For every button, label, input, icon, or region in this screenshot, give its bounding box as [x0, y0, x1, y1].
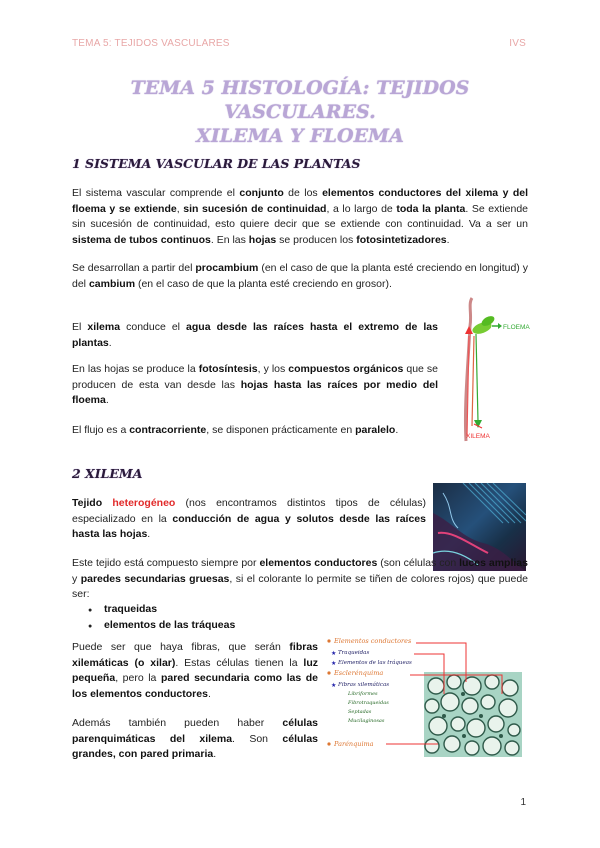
paragraph-7: Este tejido está compuesto siempre por elementos conductores (son células con luces amplias y paredes secundarias gruesas, si el colorante lo permite se tiñen de colores rojos) que puede ser: — [72, 557, 528, 600]
list-item: ● elementos de las tráqueas — [86, 618, 386, 634]
header-right: IVS — [509, 38, 526, 49]
paragraph-5: El flujo es a contracorriente, se disponen prácticamente en paralelo. — [72, 424, 399, 436]
svg-text:★: ★ — [331, 683, 337, 689]
diagram-label-septadas: Septadas — [348, 709, 372, 715]
floema-label: FLOEMA — [503, 324, 530, 331]
title-line-2: XILEMA Y FLOEMA — [196, 125, 404, 147]
diagram-label-traqueas: Elementos de las tráqueas — [338, 660, 412, 666]
vascular-flow-figure — [452, 296, 532, 446]
diagram-label-traqueidas: Traqueidas — [338, 650, 370, 656]
list-item: ● traqueidas — [86, 602, 386, 618]
diagram-label-parenquima: Parénquima — [334, 740, 374, 748]
diagram-label-mucilaginosas: Mucilaginosas — [348, 718, 385, 724]
diagram-label-libriformes: Libriformes — [348, 691, 378, 697]
page-title — [70, 76, 530, 148]
paragraph-1: El sistema vascular comprende el conjunto de los elementos conductores del xilema y del floema y se extiende, sin sucesión de continuidad, a lo largo de toda la planta. Se extiende sin sucesión de continuidad, esto quiere decir que se extiende con continuidad. Va a ser un sistema de tubos continuos. En las hojas se producen los fotosintetizadores. — [72, 187, 529, 246]
xilema-label: XILEMA — [466, 433, 490, 440]
svg-text:★: ★ — [331, 651, 337, 657]
diagram-label-fibras: Fibras xilemáticas — [338, 682, 390, 688]
svg-text:★: ★ — [331, 661, 337, 667]
section-heading-2: 2 XILEMA — [72, 466, 143, 481]
page-number: 1 — [520, 797, 526, 808]
paragraph-8: Puede ser que haya fibras, que serán fibras xilemáticas (o xilar). Estas células tienen la luz pequeña, pero la pared secundaria como las de los elementos conductores. — [72, 641, 319, 700]
title-line-1: TEMA 5 HISTOLOGÍA: TEJIDOS VASCULARES. — [130, 77, 470, 123]
conductor-list — [86, 602, 386, 633]
header-left: TEMA 5: TEJIDOS VASCULARES — [72, 38, 230, 49]
paragraph-3: El xilema conduce el agua desde las raíces hasta el extremo de las plantas. — [72, 321, 438, 349]
xylem-section-diagram — [326, 634, 526, 760]
paragraph-2: Se desarrollan a partir del procambium (en el caso de que la planta esté creciendo en longitud) y del cambium (en el caso de que la planta esté creciendo en grosor). — [72, 262, 529, 290]
diagram-label-esclerenquima: Esclerénquima — [334, 669, 384, 677]
diagram-label-conductores: Elementos conductores — [334, 637, 412, 645]
diagram-label-fibrotraqueidas: Fibrotraqueidas — [348, 700, 389, 706]
paragraph-6: Tejido heterogéneo (nos encontramos distintos tipos de células) especializado en la conducción de agua y solutos desde las raíces hasta las hojas. — [72, 497, 427, 540]
paragraph-4: En las hojas se produce la fotosíntesis, y los compuestos orgánicos que se producen de esta van desde las hojas hasta las raíces por medio del floema. — [72, 363, 438, 406]
paragraph-9: Además también pueden haber células parenquimáticas del xilema. Son células grandes, con pared primaria. — [72, 717, 318, 760]
phloem-arrow-line — [476, 334, 478, 421]
section-heading-1: 1 SISTEMA VASCULAR DE LAS PLANTAS — [72, 156, 361, 171]
